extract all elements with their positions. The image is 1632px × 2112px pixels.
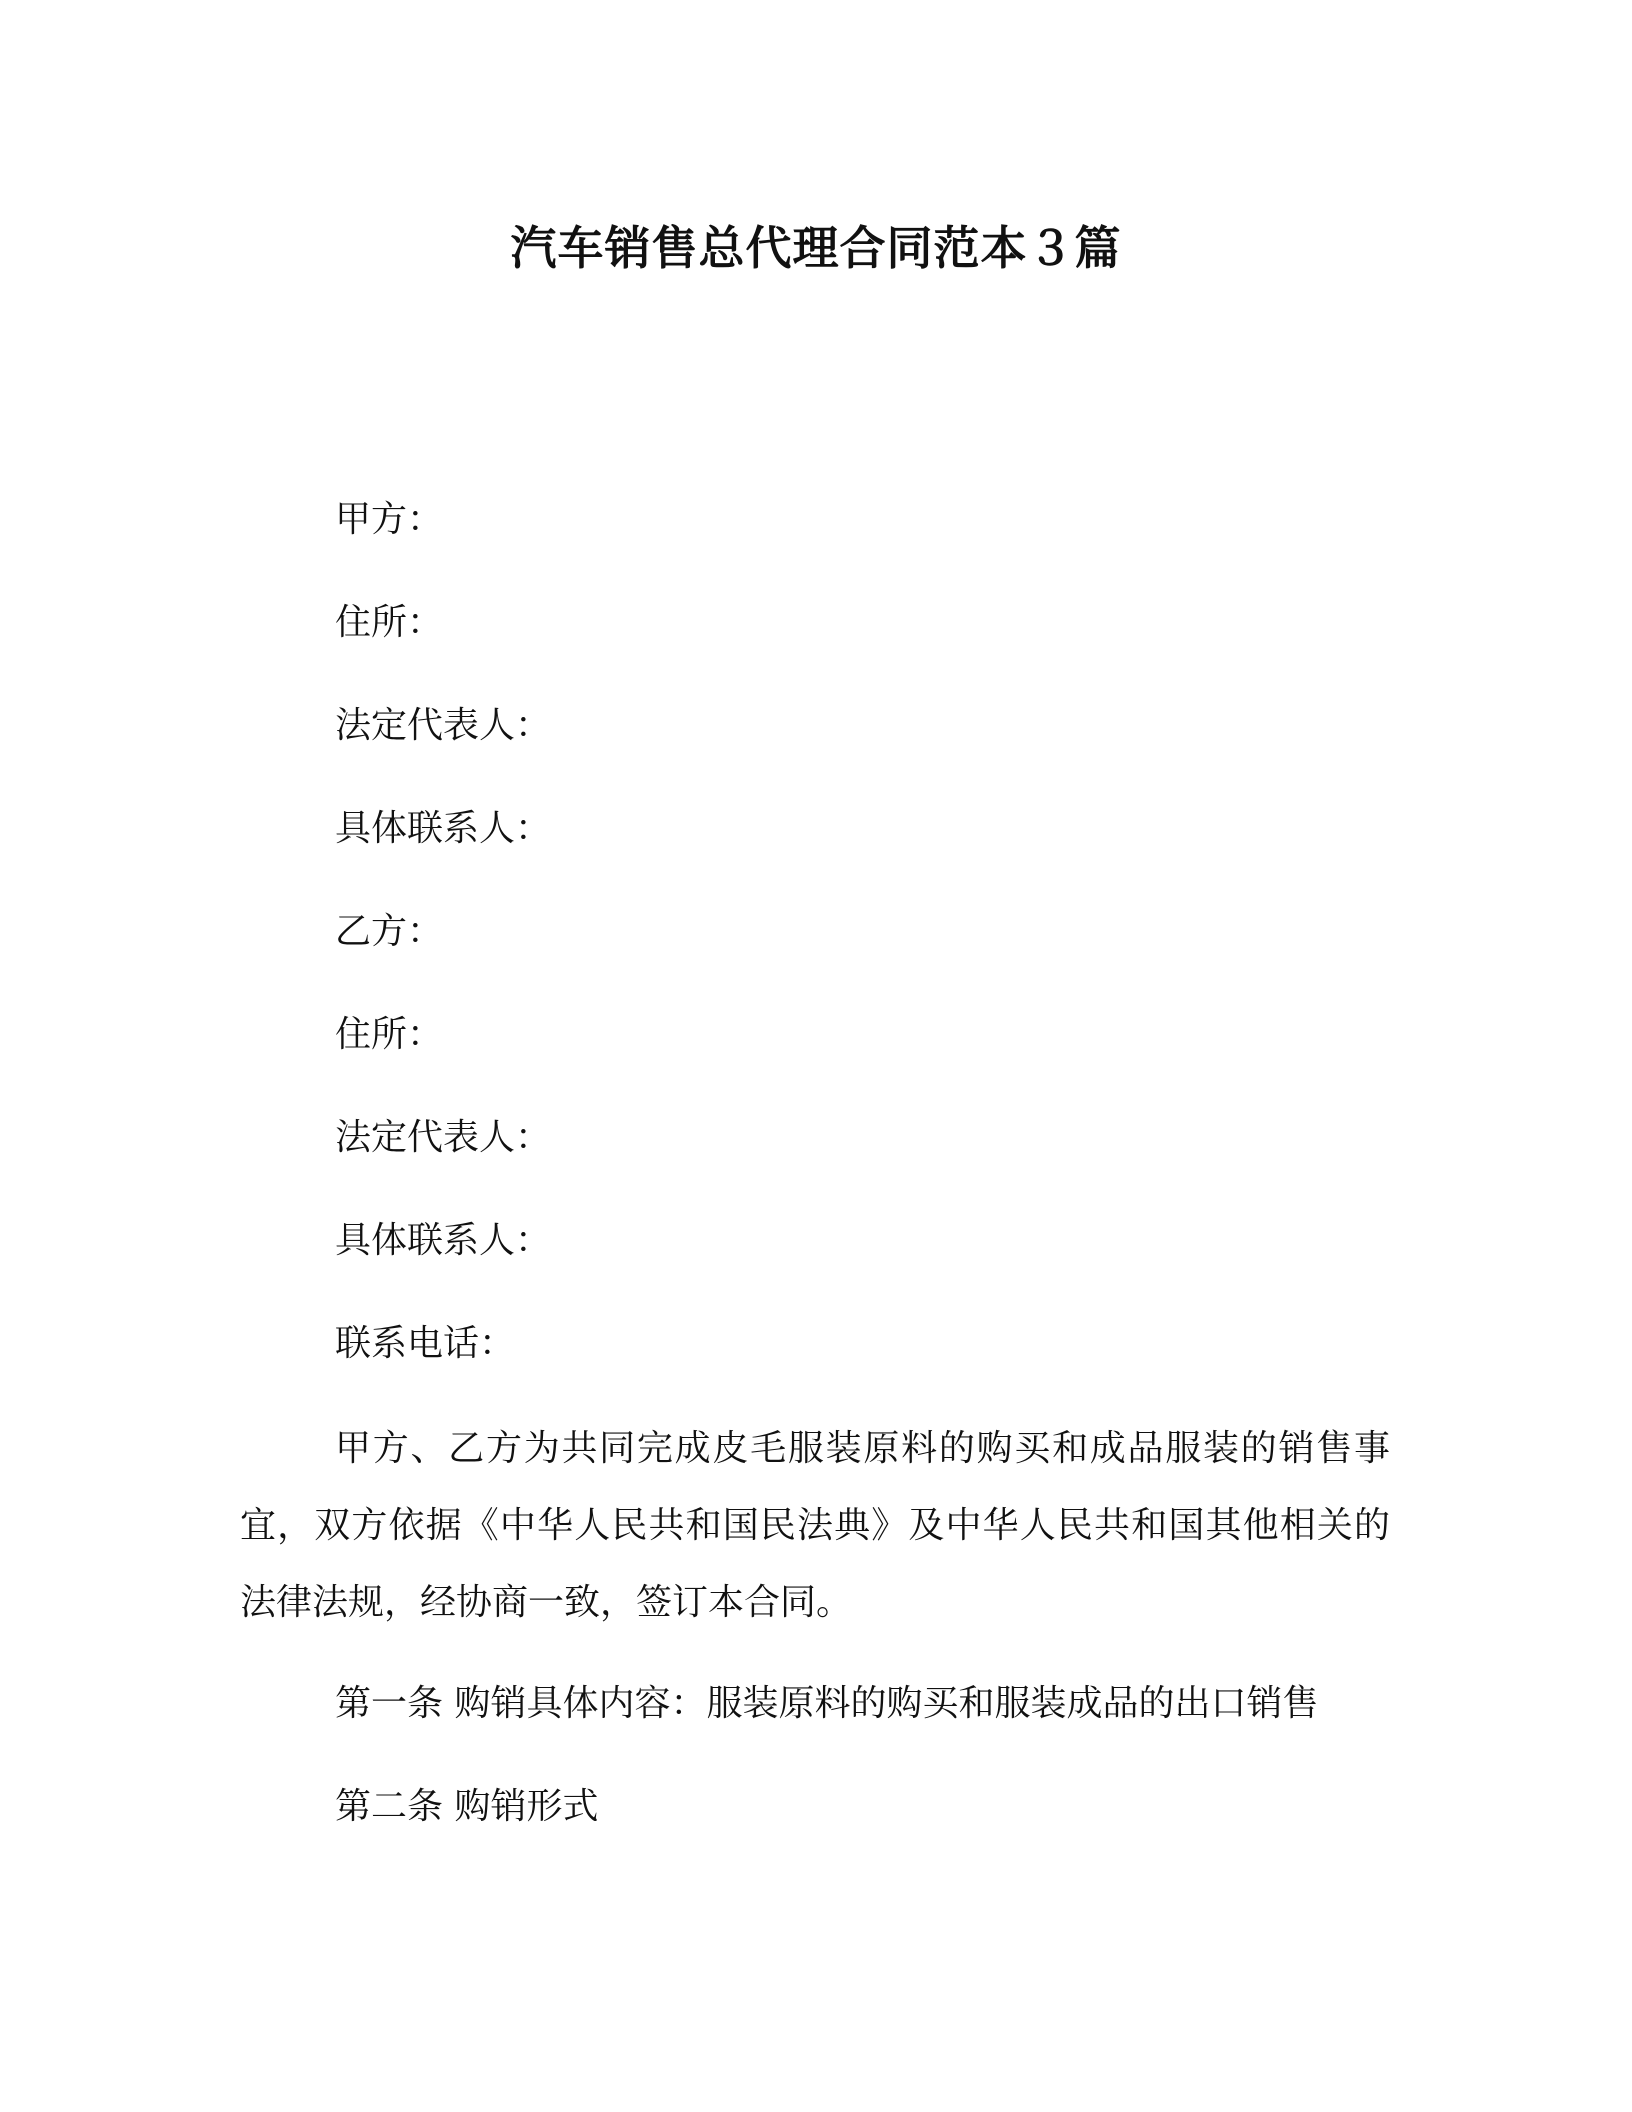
article-1: 第一条 购销具体内容：服装原料的购买和服装成品的出口销售 — [335, 1683, 1319, 1724]
party-a-legal-rep-label: 法定代表人： — [335, 705, 552, 746]
document-title: 汽车销售总代理合同范本３篇 — [510, 221, 1122, 275]
preamble-paragraph: 甲方、乙方为共同完成皮毛服装原料的购买和成品服装的销售事宜，双方依据《中华人民共和国民法典》及中华人民共和国其他相关的法律法规，经协商一致，签订本合同。 — [240, 1428, 1390, 1623]
party-b-name-label: 乙方： — [335, 911, 444, 952]
party-b-contact-label: 具体联系人： — [335, 1220, 552, 1261]
party-b-legal-rep-label: 法定代表人： — [335, 1117, 552, 1158]
party-a-contact-label: 具体联系人： — [335, 808, 552, 849]
article-2: 第二条 购销形式 — [335, 1786, 599, 1827]
party-b-address-label: 住所： — [335, 1014, 444, 1055]
party-b-phone-label: 联系电话： — [335, 1323, 516, 1364]
party-a-name-label: 甲方： — [335, 499, 444, 540]
party-a-address-label: 住所： — [335, 602, 444, 643]
